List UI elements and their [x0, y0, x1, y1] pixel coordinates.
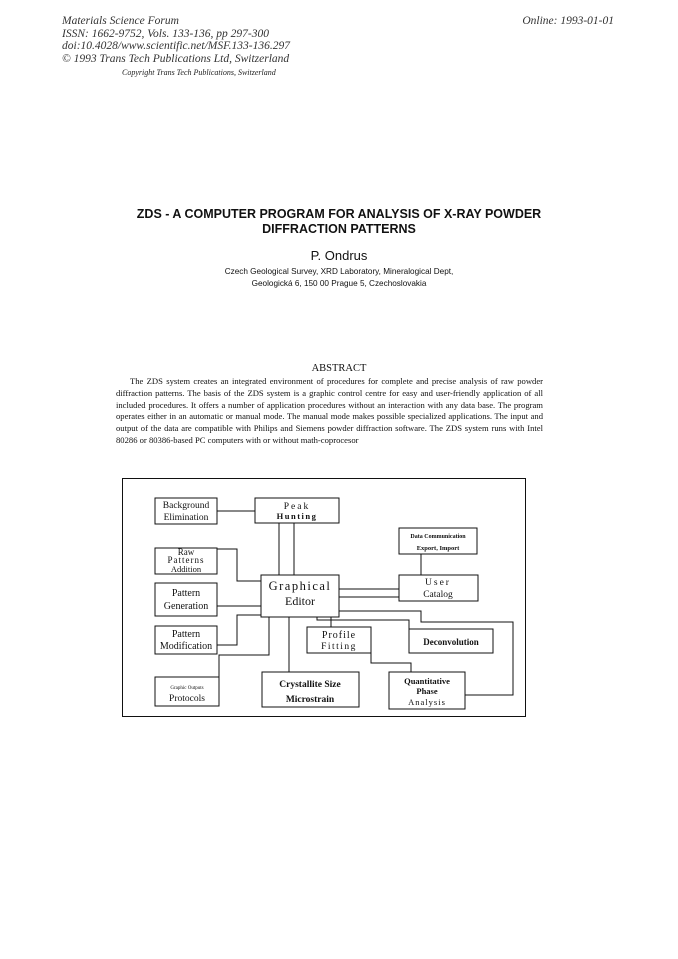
user-label-2: Catalog: [423, 590, 453, 600]
raw-label-2: Patterns: [167, 555, 205, 565]
generation-label-2: Generation: [163, 601, 209, 612]
modification-label-2: Modification: [159, 641, 213, 652]
peak-label-2: Hunting: [276, 511, 318, 521]
title-line-1: ZDS - A COMPUTER PROGRAM FOR ANALYSIS OF X-RAY POWDER: [136, 207, 542, 221]
graphical-label-1: Graphical: [268, 579, 332, 593]
affiliation-line-2: Geologická 6, 150 00 Prague 5, Czechoslovakia: [251, 278, 427, 288]
quant-label-1: Quantitative: [404, 676, 450, 686]
issn-line: ISSN: 1662-9752, Vols. 133-136, pp 297-300: [62, 27, 269, 40]
author-name: P. Ondrus: [310, 248, 368, 263]
online-date: Online: 1993-01-01: [522, 15, 614, 27]
system-diagram: [121, 477, 527, 718]
affiliation: [0, 266, 678, 289]
background-label-1: Background: [162, 501, 210, 511]
affiliation-line-1: Czech Geological Survey, XRD Laboratory, Mineralogical Dept,: [224, 267, 454, 276]
copyright-line: © 1993 Trans Tech Publications Ltd, Switzerland: [62, 52, 290, 65]
protocols-label: Protocols: [169, 694, 205, 704]
generation-label-1: Pattern: [171, 588, 201, 599]
graphic-outputs-label: Graphic Outputs: [170, 686, 204, 691]
quant-label-2: Phase: [416, 686, 438, 696]
doi-line[interactable]: doi:10.4028/www.scientific.net/MSF.133-136.297: [62, 40, 290, 52]
raw-label-1: Raw: [177, 547, 195, 557]
abstract-heading: ABSTRACT: [311, 363, 367, 374]
profile-label-1: Profile: [321, 630, 357, 641]
background-label-2: Elimination: [163, 513, 209, 523]
datacomm-label-1: Data Communication: [410, 534, 466, 540]
datacomm-label-2: Export, Import: [416, 545, 460, 552]
crystallite-label-1: Crystallite Size: [279, 680, 341, 690]
citation-header: [62, 15, 290, 65]
copyright-notice: Copyright Trans Tech Publications, Switzerland: [122, 68, 276, 77]
modification-label-1: Pattern: [171, 629, 201, 640]
graphical-label-2: Editor: [285, 594, 315, 608]
journal-name: Materials Science Forum: [62, 15, 179, 27]
deconvolution-label: Deconvolution: [423, 637, 479, 647]
user-label-1: User: [425, 578, 451, 588]
quant-label-3: Analysis: [408, 697, 446, 707]
crystallite-label-2: Microstrain: [285, 695, 335, 705]
title-line-2: DIFFRACTION PATTERNS: [262, 222, 416, 236]
abstract-body: The ZDS system creates an integrated environment of procedures for complete and precise analysis of raw powder diffraction patterns. The basis of the ZDS system is a graphic control centre for easy and user-friendly application of all included procedures. It offers a number of application procedures without an interaction with any data base. The program operates either in an automatic or manual mode. The manual mode makes possible specialized applications. The input and output of the data are compatible with Philips and Siemens powder diffraction software. The ZDS system runs with Intel 80286 or 80386-based PC computers with or without math-coprocesor: [116, 376, 543, 445]
profile-label-2: Fitting: [321, 642, 357, 652]
peak-label-1: Peak: [283, 502, 311, 512]
paper-title: [90, 207, 588, 237]
raw-label-3: Addition: [170, 564, 202, 574]
